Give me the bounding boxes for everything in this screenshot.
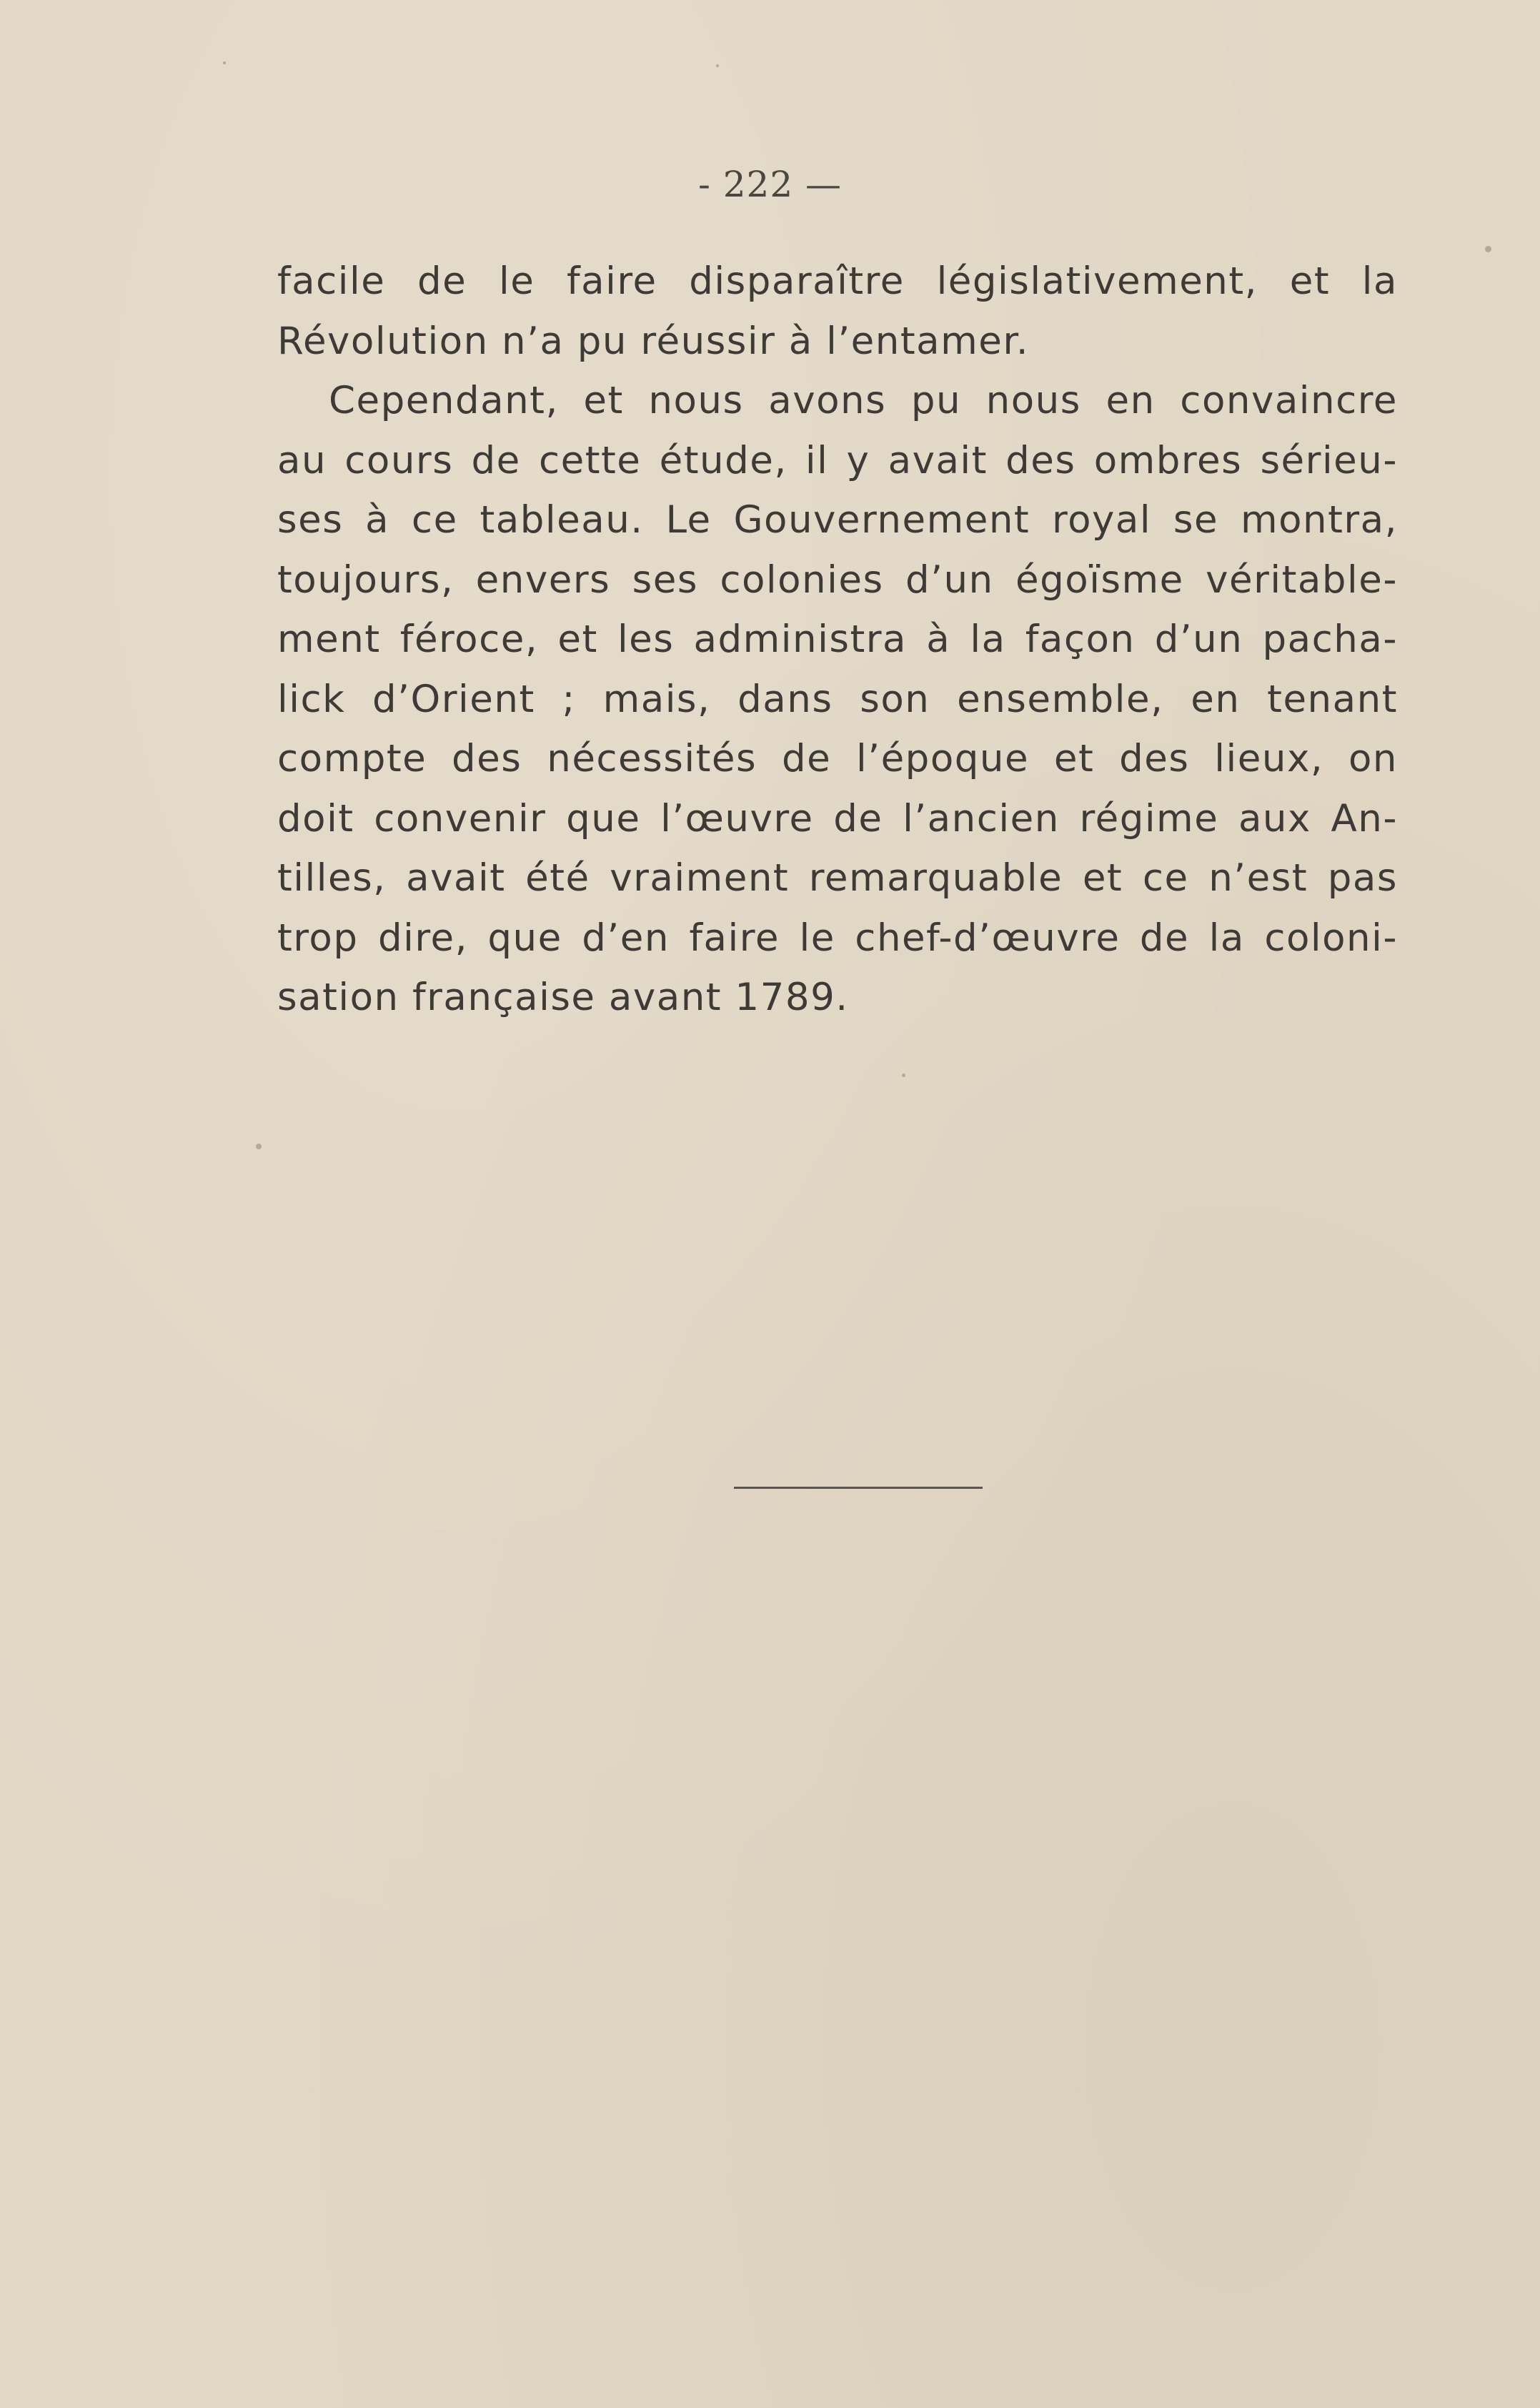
paragraph-start-line: Cependant, et nous avons pu nous en convaincre — [329, 379, 1398, 422]
text-line: toujours, envers ses colonies d’un égoïsme véritable- — [277, 558, 1398, 602]
body-text — [277, 252, 1398, 1028]
text-line: facile de le faire disparaître législativement, et la — [277, 259, 1398, 303]
text-line: lick d’Orient ; mais, dans son ensemble, en tenant — [277, 677, 1398, 721]
page-number: - 222 — — [697, 164, 843, 205]
paper-speck — [1485, 246, 1491, 252]
text-line: trop dire, que d’en faire le chef-d’œuvre de la coloni- — [277, 916, 1398, 960]
text-line: doit convenir que l’œuvre de l’ancien régime aux An- — [277, 796, 1398, 841]
text-line: Révolution n’a pu réussir à l’entamer. — [277, 319, 1030, 363]
text-line: sation française avant 1789. — [277, 976, 849, 1019]
paper-speck — [902, 1074, 905, 1077]
text-line: au cours de cette étude, il y avait des ombres sérieu- — [277, 438, 1398, 482]
text-line: tilles, avait été vraiment remarquable et ce n’est pas — [277, 856, 1398, 900]
paper-speck — [716, 64, 719, 67]
text-line: compte des nécessités de l’époque et des lieux, on — [277, 737, 1398, 781]
paper-speck — [223, 61, 226, 64]
paper-speck — [256, 1144, 262, 1149]
text-line: ment féroce, et les administra à la façon d’un pacha- — [277, 618, 1398, 661]
text-line: ses à ce tableau. Le Gouvernement royal se montra, — [277, 498, 1398, 542]
section-divider — [734, 1487, 983, 1489]
